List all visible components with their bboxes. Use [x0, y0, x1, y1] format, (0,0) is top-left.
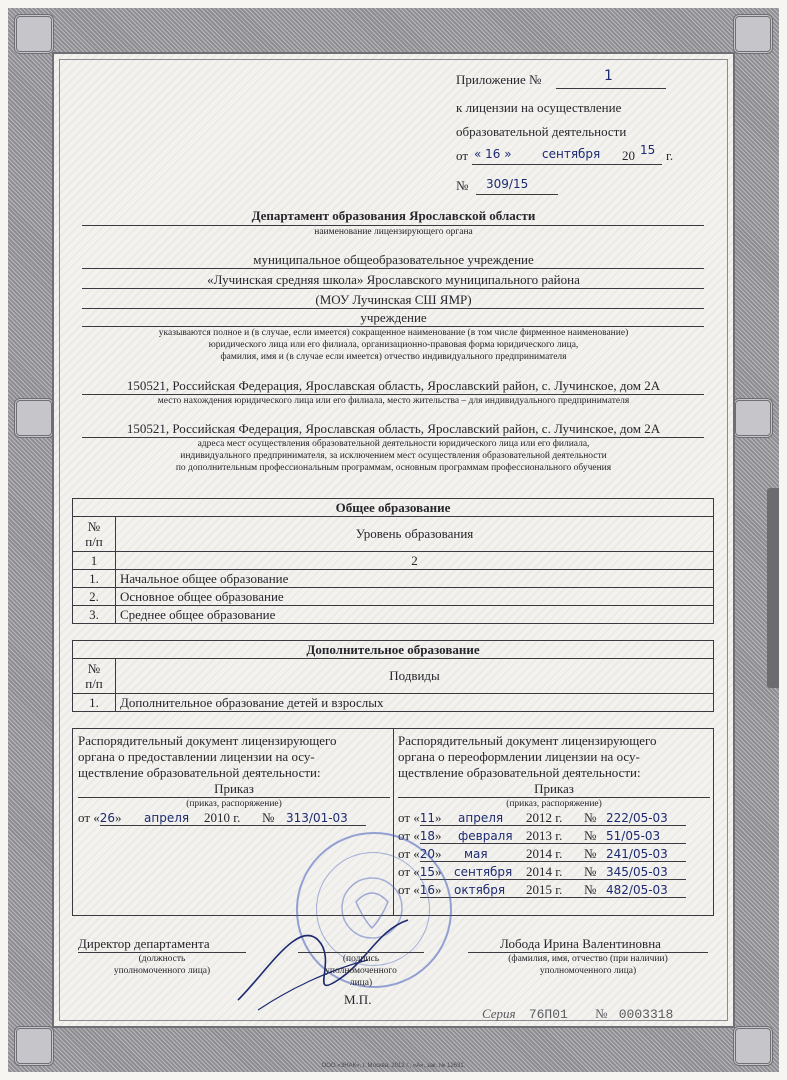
appendix-date-day: « 16 » — [474, 147, 512, 161]
additional-education-table — [72, 640, 714, 712]
row-subtype: Дополнительное образование детей и взрослых — [116, 694, 714, 712]
organization-caption-1: указываются полное и (в случае, если имеется) сокращенное наименование (в том числе фирменное наименование) — [158, 328, 629, 338]
order-entry: от «20» мая 2014 г. № 241/05-03 — [398, 846, 710, 864]
orders-left-text-2: органа о предоставлении лицензии на осу- — [78, 749, 315, 764]
order-entry: от «18» февраля 2013 г. № 51/05-03 — [398, 828, 710, 846]
row-level: Начальное общее образование — [116, 570, 714, 588]
orders-left: Распорядительный документ лицензирующего органа о предоставлении лицензии на осу- ществление образовательной деятельности: Приказ (приказ, распоряжение) от «26» апреля 2010 г. № 313/01-03 — [78, 733, 390, 828]
row-number: 1. — [73, 694, 116, 712]
appendix-date-prefix: от — [456, 148, 469, 163]
row-number: 1. — [73, 570, 116, 588]
appendix-activity-line: образовательной деятельности — [456, 124, 627, 139]
appendix-number-label: № — [456, 178, 469, 193]
general-education-title: Общее образование — [73, 499, 714, 517]
general-education-table — [72, 498, 714, 624]
row-level: Среднее общее образование — [116, 606, 714, 624]
order-month: октября — [454, 883, 506, 897]
column-subtype-header: Подвиды — [116, 659, 714, 694]
appendix-number: 1 — [604, 68, 613, 84]
organization-line-2: «Лучинская средняя школа» Ярославского муниципального района — [207, 272, 580, 287]
order-year: 2013 г. — [526, 828, 563, 843]
signature-caption-1: (подпись — [342, 954, 380, 964]
row-number: 3. — [73, 606, 116, 624]
orders-right-text-3: ществление образовательной деятельности: — [398, 765, 641, 780]
organization-caption-3: фамилия, имя и (в случае если имеется) отчество индивидуального предпринимателя — [220, 352, 567, 362]
licensing-body-caption: наименование лицензирующего органа — [314, 227, 473, 237]
series-label: Серия — [482, 1006, 516, 1021]
position-caption-2: уполномоченного лица) — [113, 966, 211, 976]
blank-series — [482, 1006, 673, 1023]
order-number: 482/05-03 — [606, 883, 668, 897]
order-day: 11 — [419, 811, 436, 825]
table-row — [73, 694, 714, 712]
order-year: 2014 г. — [526, 864, 563, 879]
order-year: 2014 г. — [526, 846, 563, 861]
order-number: 345/05-03 — [606, 865, 668, 879]
orders-left-kind: Приказ — [78, 781, 390, 798]
signature-caption-3: лица) — [349, 978, 373, 988]
activity-address: 150521, Российская Федерация, Ярославская область, Ярославский район, с. Лучинское, дом 2А — [126, 421, 661, 436]
appendix-date-year-end: г. — [666, 148, 674, 163]
appendix-license-number: 309/15 — [486, 177, 529, 191]
orders-left-text-3: ществление образовательной деятельности: — [78, 765, 321, 780]
order-month: февраля — [458, 829, 513, 843]
seal-placeholder: М.П. — [344, 992, 372, 1007]
orders-right-text-1: Распорядительный документ лицензирующего — [398, 733, 657, 748]
blank-number-label: № — [595, 1006, 608, 1021]
organization-line-4: учреждение — [360, 310, 427, 325]
order-year: 2015 г. — [526, 882, 563, 897]
side-tab-decoration — [767, 488, 779, 688]
orders-right-kind: Приказ — [398, 781, 710, 798]
order-entry: от «11» апреля 2012 г. № 222/05-03 — [398, 810, 710, 828]
organization-line-1: муниципальное общеобразовательное учреждение — [253, 252, 534, 267]
order-number: 51/05-03 — [606, 829, 661, 843]
appendix-date-year-prefix: 20 — [622, 148, 635, 163]
orders-left-text-1: Распорядительный документ лицензирующего — [78, 733, 337, 748]
position-caption-1: (должность — [138, 954, 186, 964]
side-ornament-left — [14, 398, 54, 438]
orders-left-caption: (приказ, распоряжение) — [186, 799, 282, 809]
order-entry: от «15» сентября 2014 г. № 345/05-03 — [398, 864, 710, 882]
appendix-label: Приложение № — [456, 72, 542, 87]
signatory-name: Лобода Ирина Валентиновна — [500, 936, 661, 951]
signature-caption-2: уполномоченного — [325, 966, 397, 976]
name-caption-2: уполномоченного лица) — [539, 966, 637, 976]
corner-ornament-bottom-left — [14, 1026, 54, 1066]
column-index-2: 2 — [116, 552, 714, 570]
column-level-header: Уровень образования — [116, 517, 714, 552]
organization-line-3: (МОУ Лучинская СШ ЯМР) — [315, 292, 472, 307]
name-caption-1: (фамилия, имя, отчество (при наличии) — [508, 954, 668, 964]
table-row — [73, 588, 714, 606]
appendix-header — [456, 68, 696, 198]
order-month: апреля — [144, 811, 190, 825]
activity-caption-2: индивидуального предпринимателя, за исключением мест осуществления образовательной деятельности — [180, 451, 607, 461]
table-row — [73, 570, 714, 588]
order-entry: от «16» октября 2015 г. № 482/05-03 — [398, 882, 710, 900]
activity-caption-1: адреса мест осуществления образовательной деятельности юридического лица или его филиала, — [197, 439, 590, 449]
order-month: апреля — [458, 811, 504, 825]
appendix-date-month: сентября — [542, 147, 601, 161]
additional-education-title: Дополнительное образование — [73, 641, 714, 659]
order-number: 241/05-03 — [606, 847, 668, 861]
table-row — [73, 606, 714, 624]
order-number: 222/05-03 — [606, 811, 668, 825]
appendix-license-line: к лицензии на осуществление — [456, 100, 622, 115]
location-caption: место нахождения юридического лица или его филиала, место жительства – для индивидуального предпринимателя — [157, 396, 630, 406]
blank-number-value: 0003318 — [618, 1007, 674, 1022]
corner-ornament-top-right — [733, 14, 773, 54]
orders-right-text-2: органа о переоформлении лицензии на осу- — [398, 749, 640, 764]
orders-right-caption: (приказ, распоряжение) — [506, 799, 602, 809]
organization-caption-2: юридического лица или его филиала, организационно-правовая форма юридического лица, — [208, 340, 579, 350]
column-index-1: 1 — [73, 552, 116, 570]
activity-caption-3: по дополнительным профессиональным программам, основным программам профессионального обучения — [175, 463, 612, 473]
corner-ornament-bottom-right — [733, 1026, 773, 1066]
column-number-header: № п/п — [73, 659, 116, 694]
series-value: 76П01 — [528, 1007, 568, 1022]
row-number: 2. — [73, 588, 116, 606]
column-number-header: № п/п — [73, 517, 116, 552]
appendix-date-year-suffix: 15 — [640, 143, 656, 157]
order-year: 2010 г. — [204, 810, 241, 825]
signatory-position: Директор департамента — [78, 936, 210, 951]
order-number: 313/01-03 — [286, 811, 348, 825]
order-day: 26 — [99, 811, 116, 825]
order-day: 15 — [419, 865, 436, 879]
side-ornament-right — [733, 398, 773, 438]
printer-imprint: ООО «ЗНАК», г. Москва, 2012 г., «А», зак. № 12631. — [321, 1063, 466, 1069]
order-day: 20 — [419, 847, 436, 861]
corner-ornament-top-left — [14, 14, 54, 54]
order-month: мая — [464, 847, 488, 861]
order-year: 2012 г. — [526, 810, 563, 825]
order-day: 18 — [419, 829, 436, 843]
licensing-body-name: Департамент образования Ярославской области — [251, 208, 536, 223]
location-address: 150521, Российская Федерация, Ярославская область, Ярославский район, с. Лучинское, дом 2А — [126, 378, 661, 393]
row-level: Основное общее образование — [116, 588, 714, 606]
order-day: 16 — [419, 883, 436, 897]
order-month: сентября — [454, 865, 513, 879]
